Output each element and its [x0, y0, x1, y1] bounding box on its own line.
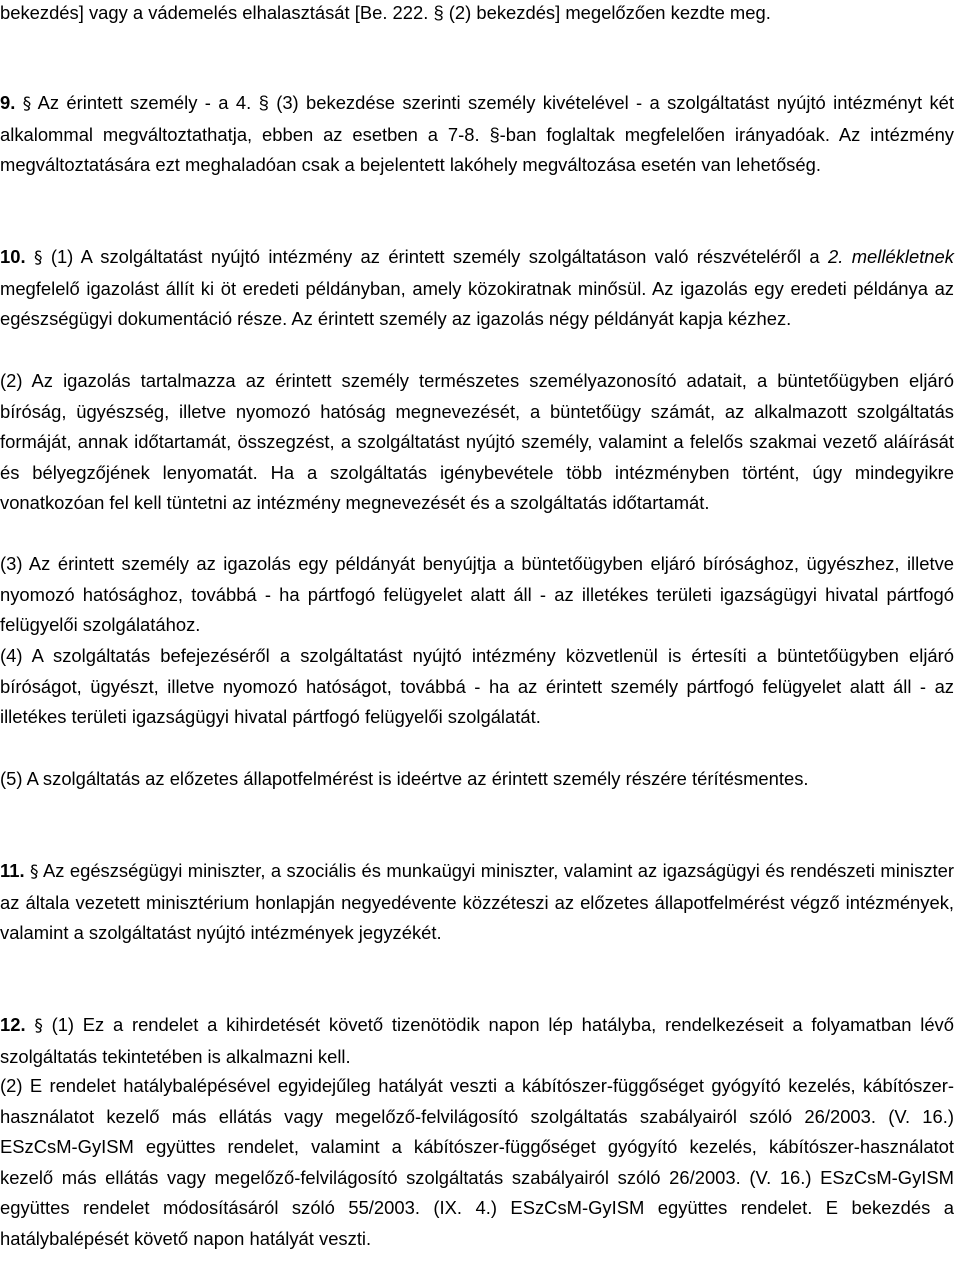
section-sign-icon: § — [30, 862, 39, 882]
section-10-para-1 — [0, 242, 954, 335]
section-10-para-3 — [0, 549, 954, 641]
section-sign-icon: § — [33, 248, 43, 268]
section-10-para-5 — [0, 764, 954, 795]
section-sign-icon: § — [34, 1016, 43, 1036]
section-11 — [0, 856, 954, 949]
section-10-para-3-text: (3) Az érintett személy az igazolás egy példányát benyújtja a büntetőügyben eljáró bírósághoz, ügyészhez, illetve nyomozó hatósághoz, továbbá - ha pártfogó felügyelet alatt áll - az illetékes területi igazságügyi hivatal pártfogó felügyelői szolgálatához. — [0, 553, 954, 636]
section-10-para-1-text-b: megfelelő igazolást állít ki öt eredeti példányban, amely közokiratnak minősül. Az igazolás egy eredeti példánya az egészségügyi dokumentáció része. Az érintett személy az igazolás négy példányát kapja kézhez. — [0, 277, 954, 330]
section-12-para-2-text: (2) E rendelet hatálybalépésével egyidejűleg hatályát veszti a kábítószer-függőséget gyógyító kezelés, kábítószer-használatot kezelő más ellátás vagy megelőző-felvilágosító szolgáltatás szabályairól szóló 26/2003. (V. 16.) ESzCsM-GyISM együttes rendelet, valamint a kábítószer-függőséget gyógyító kezelés, kábítószer-használatot kezelő más ellátás vagy megelőző-felvilágosító szolgáltatás szabályairól szóló 26/2003. (V. 16.) ESzCsM-GyISM együttes rendelet módosításáról szóló 55/2003. (IX. 4.) ESzCsM-GyISM együttes rendelet. E bekezdés a hatálybalépését követő napon hatályát veszti. — [0, 1075, 954, 1249]
section-10-para-4-text: (4) A szolgáltatás befejezéséről a szolgáltatást nyújtó intézmény közvetlenül is értesíti a büntetőügyben eljáró bíróságot, ügyészt, illetve nyomozó hatóságot, továbbá - ha az érintett személy pártfogó felügyelet alatt áll - az illetékes területi igazságügyi hivatal pártfogó felügyelői szolgálatát. — [0, 645, 954, 728]
section-12-para-1-text: (1) Ez a rendelet a kihirdetését követő tizenötödik napon lép hatályba, rendelkezéseit a folyamatban lévő szolgáltatás tekintetében is alkalmazni kell. — [0, 1014, 954, 1067]
section-11-number: 11. — [0, 860, 25, 881]
section-10-para-5-text: (5) A szolgáltatás az előzetes állapotfelmérést is ideértve az érintett személy részére térítésmentes. — [0, 768, 809, 789]
section-10-para-2-text: (2) Az igazolás tartalmazza az érintett személy természetes személyazonosító adatait, a büntetőügyben eljáró bíróság, ügyészség, illetve nyomozó hatóság megnevezését, a büntetőügy számát, az alkalmazott szolgáltatás formáját, annak időtartamát, összegzést, a szolgáltatást nyújtó személy, valamint a felelős szakmai vezető aláírását és bélyegzőjének lenyomatát. Ha a szolgáltatás igénybevétele több intézményben történt, úgy mindegyikre vonatkozóan fel kell tüntetni az intézmény megnevezését és a szolgáltatás időtartamát. — [0, 370, 954, 514]
annex-reference: 2. mellékletnek — [828, 246, 954, 267]
section-12-number: 12. — [0, 1014, 26, 1035]
section-sign-icon: § — [22, 94, 32, 114]
section-12-para-1 — [0, 1010, 954, 1072]
section-10-para-2 — [0, 366, 954, 519]
section-10-number: 10. — [0, 246, 26, 267]
section-10-para-1-text-a: (1) A szolgáltatást nyújtó intézmény az érintett személy szolgáltatáson való részvételéről a — [50, 246, 820, 267]
section-11-text: Az egészségügyi miniszter, a szociális és munkaügyi miniszter, valamint az igazságügyi és rendészeti miniszter az általa vezetett minisztérium honlapján negyedévente közzéteszi az előzetes állapotfelmérést végző intézmények, valamint a szolgáltatást nyújtó intézmények jegyzékét. — [0, 860, 954, 944]
intro-text: bekezdés] vagy a vádemelés elhalasztását [Be. 222. § (2) bekezdés] megelőzően kezdte meg. — [0, 2, 771, 23]
section-9-text: Az érintett személy - a 4. § (3) bekezdése szerinti személy kivételével - a szolgáltatást nyújtó intézményt két alkalommal megváltoztathatja, ebben az esetben a 7-8. §-ban foglaltak megfelelően irányadóak. Az intézmény megváltoztatására ezt meghaladóan csak a bejelentett lakóhely megváltozása esetén van lehetőség. — [0, 92, 954, 176]
section-9 — [0, 88, 954, 181]
section-9-number: 9. — [0, 92, 16, 113]
section-10-para-4 — [0, 641, 954, 733]
intro-paragraph — [0, 0, 954, 29]
section-12-para-2 — [0, 1071, 954, 1255]
